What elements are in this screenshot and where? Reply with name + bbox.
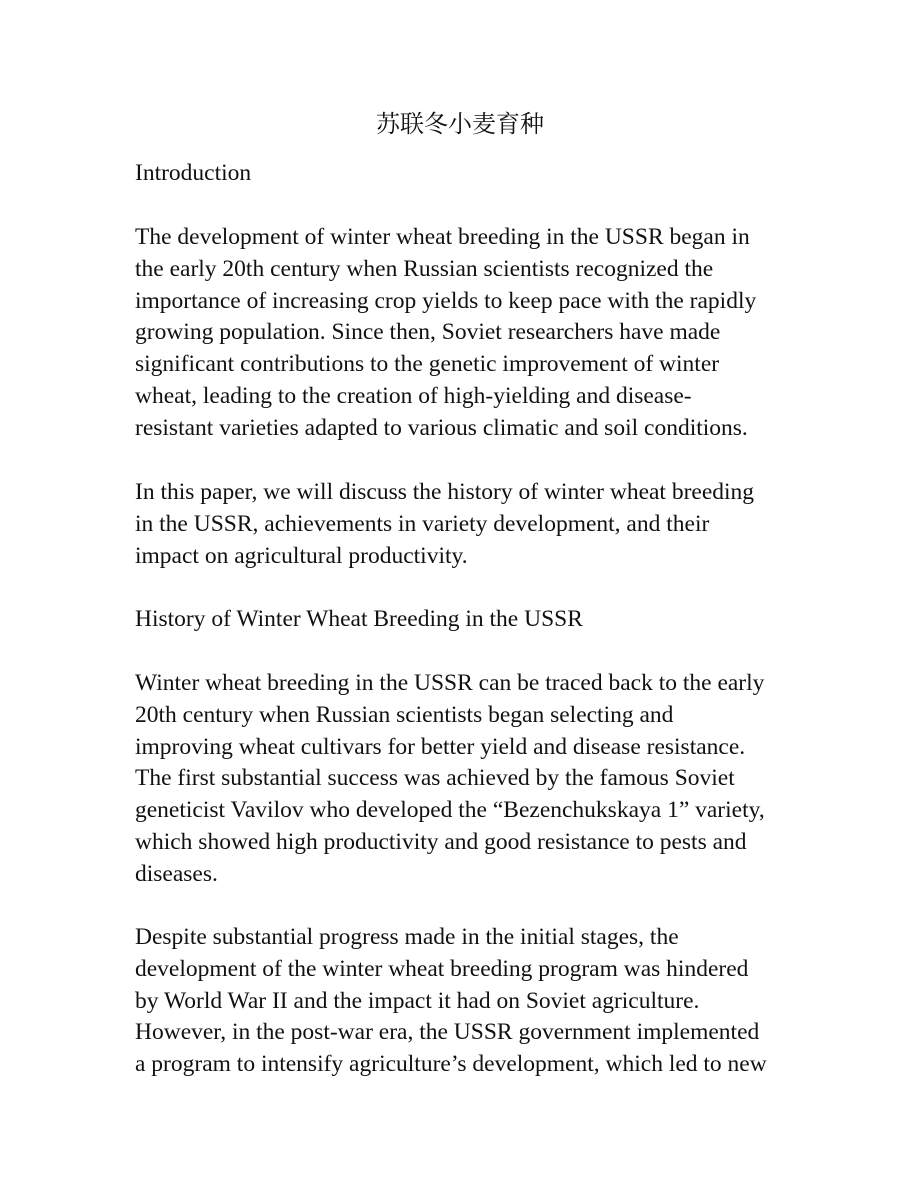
- paragraph-line: Winter wheat breeding in the USSR can be traced back to the early: [135, 670, 765, 696]
- paragraph: [135, 477, 815, 572]
- paragraph-line: which showed high productivity and good resistance to pests and: [135, 828, 747, 855]
- paragraph: [135, 222, 815, 445]
- section-heading: History of Winter Wheat Breeding in the USSR: [135, 606, 583, 632]
- paragraph-line: geneticist Vavilov who developed the “Bezenchukskaya 1” variety,: [135, 797, 765, 824]
- paragraph-line: significant contributions to the genetic improvement of winter: [135, 351, 720, 378]
- paragraph-line: resistant varieties adapted to various climatic and soil conditions.: [135, 414, 748, 441]
- paragraph-line: in the USSR, achievements in variety development, and their: [135, 510, 710, 537]
- paragraph-line: the early 20th century when Russian scientists recognized the: [135, 255, 714, 282]
- paragraph-line: impact on agricultural productivity.: [135, 542, 468, 569]
- paragraph-line: diseases.: [135, 860, 218, 887]
- paragraph-line: improving wheat cultivars for better yield and disease resistance.: [135, 733, 746, 760]
- paragraph-line: importance of increasing crop yields to keep pace with the rapidly: [135, 287, 757, 314]
- paragraph-line: However, in the post-war era, the USSR government implemented: [135, 1019, 760, 1046]
- paragraph-line: The first substantial success was achieved by the famous Soviet: [135, 765, 735, 792]
- paragraph-line: In this paper, we will discuss the history of winter wheat breeding: [135, 479, 755, 505]
- paragraph-line: 20th century when Russian scientists began selecting and: [135, 701, 674, 728]
- paragraph-line: The development of winter wheat breeding in the USSR began in: [135, 224, 750, 250]
- paragraph-line: growing population. Since then, Soviet researchers have made: [135, 319, 721, 346]
- paragraph-line: a program to intensify agriculture’s development, which led to new: [135, 1051, 767, 1078]
- section-heading-introduction: [135, 158, 815, 190]
- paragraph-line: by World War II and the impact it had on Soviet agriculture.: [135, 987, 700, 1014]
- paragraph-line: wheat, leading to the creation of high-yielding and disease-: [135, 382, 692, 409]
- paragraph-line: development of the winter wheat breeding program was hindered: [135, 955, 749, 982]
- section-heading: Introduction: [135, 160, 252, 186]
- paragraph: [135, 922, 815, 1081]
- section-heading-history: [135, 604, 815, 636]
- paragraph-line: Despite substantial progress made in the initial stages, the: [135, 924, 679, 950]
- paragraph: [135, 668, 815, 891]
- document-title: 苏联冬小麦育种: [376, 110, 544, 138]
